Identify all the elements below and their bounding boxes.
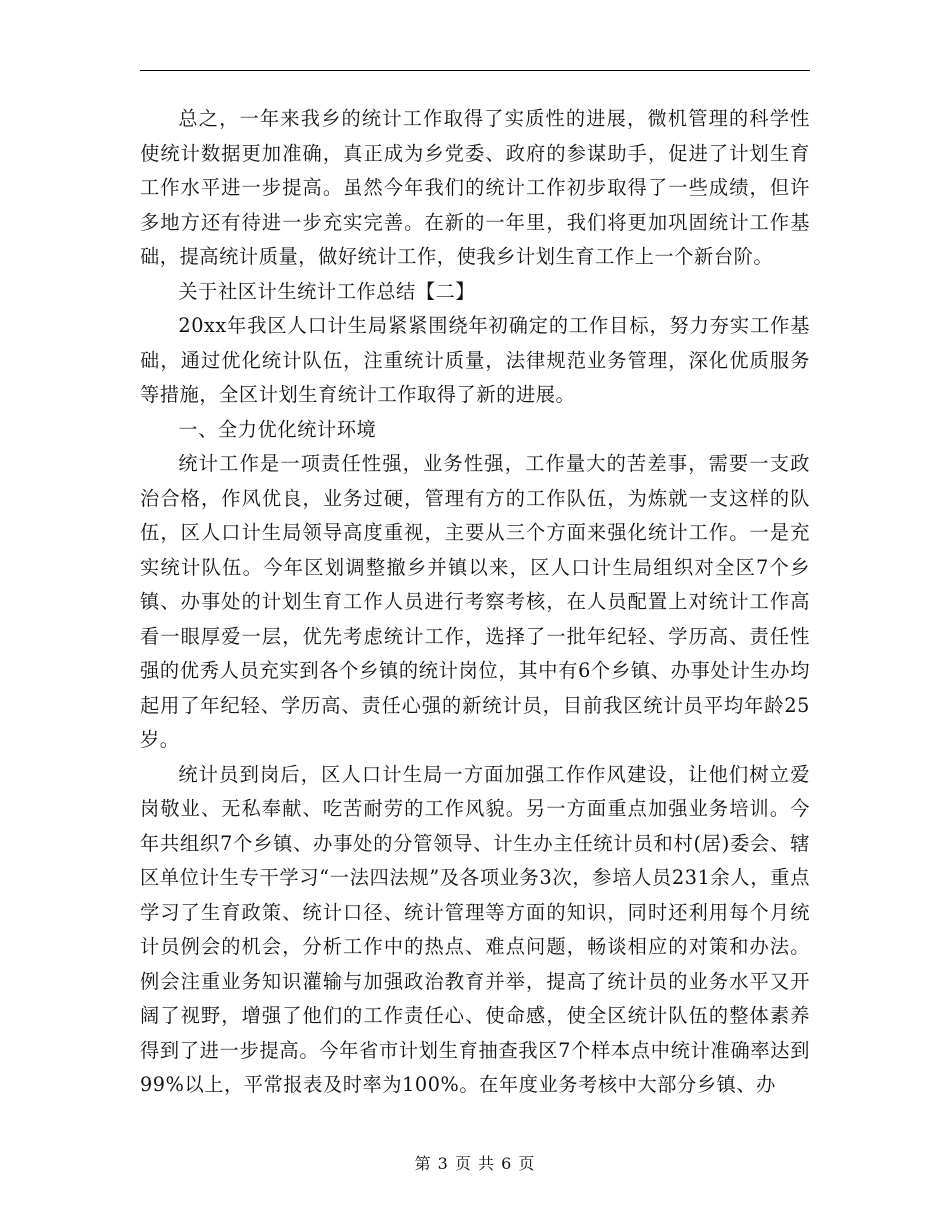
page-footer	[0, 1152, 950, 1176]
document-body	[140, 102, 810, 1103]
paragraph-intro: 20xx年我区人口计生局紧紧围绕年初确定的工作目标，努力夯实工作基础，通过优化统计队伍，注重统计质量，法律规范业务管理，深化优质服务等措施，全区计划生育统计工作取得了新的进展。	[140, 314, 810, 406]
paragraph-training: 统计员到岗后，区人口计生局一方面加强工作作风建设，让他们树立爱岗敬业、无私奉献、吃苦耐劳的工作风貌。另一方面重点加强业务培训。今年共组织7个乡镇、办事处的分管领导、计生办主任统计员和村(居)委会、辖区单位计生专干学习“一法四法规”及各项业务3次，参培人员231余人，重点学习了生育政策、统计口径、统计管理等方面的知识，同时还利用每个月统计员例会的机会，分析工作中的热点、难点问题，畅谈相应的对策和办法。例会注重业务知识灌输与加强政治教育并举，提高了统计员的业务水平又开阔了视野，增强了他们的工作责任心、使命感，使全区统计队伍的整体素养得到了进一步提高。今年省市计划生育抽查我区7个样本点中统计准确率达到99%以上，平常报表及时率为100%。在年度业务考核中大部分乡镇、办	[140, 762, 810, 1096]
paragraph-summary: 总之，一年来我乡的统计工作取得了实质性的进展，微机管理的科学性使统计数据更加准确，真正成为乡党委、政府的参谋助手，促进了计划生育工作水平进一步提高。虽然今年我们的统计工作初步取得了一些成绩，但许多地方还有待进一步充实完善。在新的一年里，我们将更加巩固统计工作基础，提高统计质量，做好统计工作，使我乡计划生育工作上一个新台阶。	[140, 107, 810, 268]
page-number: 第 3 页 共 6 页	[414, 1154, 536, 1173]
paragraph-team: 统计工作是一项责任性强，业务性强，工作量大的苦差事，需要一支政治合格，作风优良，业务过硬，管理有方的工作队伍，为炼就一支这样的队伍，区人口计生局领导高度重视，主要从三个方面来强化统计工作。一是充实统计队伍。今年区划调整撤乡并镇以来，区人口计生局组织对全区7个乡镇、办事处的计划生育工作人员进行考察考核，在人员配置上对统计工作高看一眼厚爱一层，优先考虑统计工作，选择了一批年纪轻、学历高、责任性强的优秀人员充实到各个乡镇的统计岗位，其中有6个乡镇、办事处计生办均起用了年纪轻、学历高、责任心强的新统计员，目前我区统计员平均年龄25岁。	[140, 452, 810, 751]
subsection-heading: 一、全力优化统计环境	[178, 417, 377, 441]
header-rule	[140, 70, 810, 71]
section-title: 关于社区计生统计工作总结【二】	[178, 279, 476, 303]
